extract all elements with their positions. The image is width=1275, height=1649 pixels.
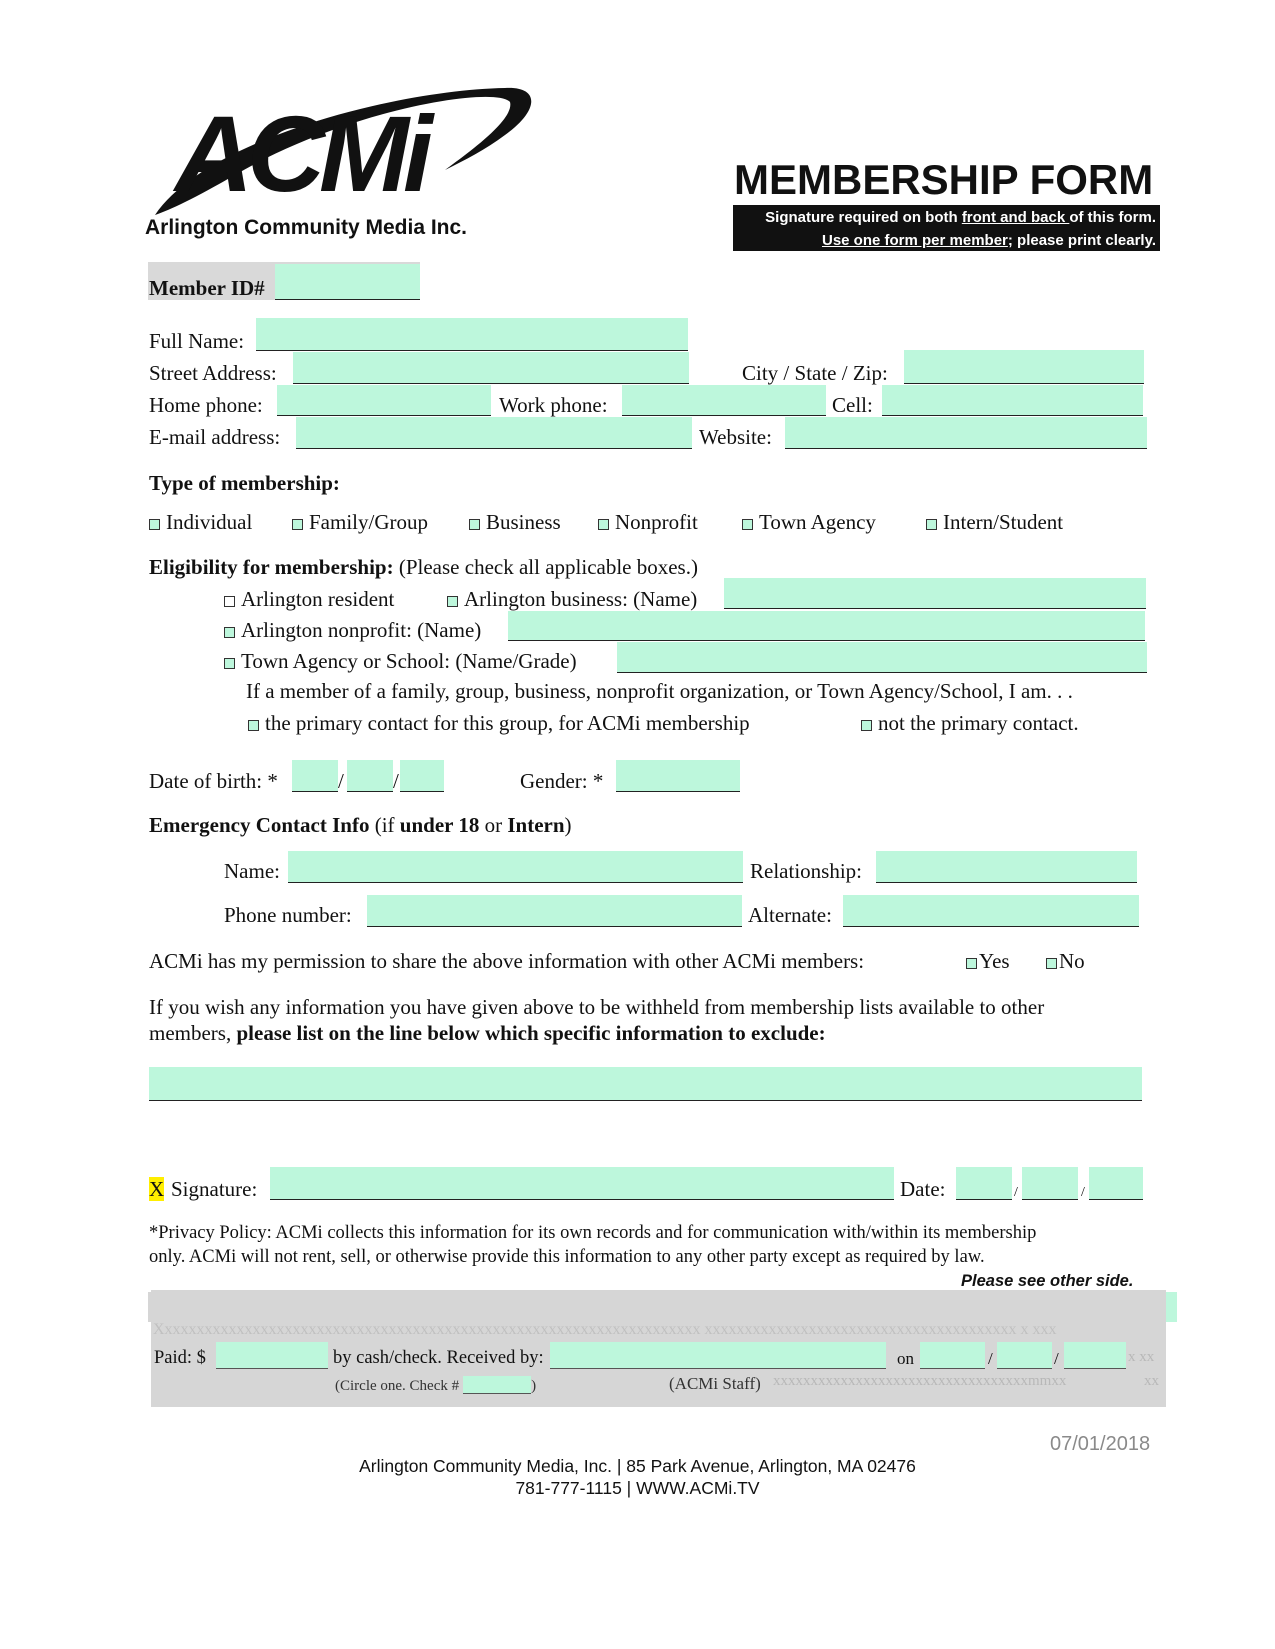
checkbox-icon[interactable] <box>861 720 872 731</box>
membership-type-heading: Type of membership: <box>149 471 340 495</box>
checkbox-icon[interactable] <box>966 958 977 969</box>
withhold-text-line2: members, please list on the line below which specific information to exclude: <box>149 1021 826 1045</box>
member-id-field[interactable] <box>275 264 420 300</box>
checkbox-icon[interactable] <box>224 658 235 669</box>
office-date-day-field[interactable] <box>997 1342 1052 1369</box>
if-member-text: If a member of a family, group, business, nonprofit organization, or Town Agency/School, I am. . . <box>246 679 1073 703</box>
website-label: Website: <box>699 425 772 449</box>
header-note-2: Use one form per member; please print clearly. <box>733 230 1160 251</box>
on-label: on <box>897 1349 914 1368</box>
emergency-phone-field[interactable] <box>367 895 742 927</box>
cell-label: Cell: <box>832 393 873 417</box>
eligibility-arlington-business[interactable]: Arlington business: (Name) <box>447 587 697 611</box>
membership-option-family-group[interactable]: Family/Group <box>292 510 428 534</box>
work-phone-field[interactable] <box>622 385 826 416</box>
privacy-line2: only. ACMi will not rent, sell, or otherwise provide this information to any other party except as required by law. <box>149 1247 985 1267</box>
office-date-month-field[interactable] <box>920 1342 985 1369</box>
signature-x-marker: X <box>149 1177 165 1201</box>
permission-no-option[interactable]: No <box>1046 949 1085 973</box>
header-note-1: Signature required on both front and back of this form. <box>733 205 1160 230</box>
form-title: MEMBERSHIP FORM <box>734 156 1154 203</box>
emergency-name-label: Name: <box>224 859 280 883</box>
office-xfill-2: xxxxxxxxxxxxxxxxxxxxxxxxxxxxxxxxxxmmxx <box>773 1373 1067 1389</box>
full-name-field[interactable] <box>256 318 688 351</box>
membership-option-nonprofit[interactable]: Nonprofit <box>598 510 698 534</box>
checkbox-icon[interactable] <box>149 519 160 530</box>
business-name-field[interactable] <box>724 578 1146 609</box>
checkbox-icon[interactable] <box>224 627 235 638</box>
emergency-name-field[interactable] <box>288 851 743 883</box>
primary-contact-option[interactable]: the primary contact for this group, for ACMi membership <box>248 711 750 735</box>
street-address-field[interactable] <box>293 352 689 384</box>
acmi-staff-note: (ACMi Staff) <box>669 1374 761 1393</box>
paid-label: Paid: $ <box>154 1348 206 1368</box>
dob-day-field[interactable] <box>347 760 393 792</box>
city-state-zip-label: City / State / Zip: <box>742 361 888 385</box>
footer-phone-web: 781-777-1115 | WWW.ACMi.TV <box>515 1478 760 1498</box>
street-address-label: Street Address: <box>149 361 277 385</box>
dob-slash-2: / <box>393 769 399 793</box>
gender-label: Gender: * <box>520 769 604 793</box>
alternate-phone-field[interactable] <box>843 895 1139 927</box>
see-other-side-note: Please see other side. <box>961 1272 1134 1290</box>
sign-date-slash-2: / <box>1081 1185 1085 1200</box>
emergency-phone-label: Phone number: <box>224 903 352 927</box>
checkbox-icon[interactable] <box>742 519 753 530</box>
sign-date-day-field[interactable] <box>1022 1167 1078 1200</box>
cell-field[interactable] <box>882 385 1143 416</box>
work-phone-label: Work phone: <box>499 393 608 417</box>
relationship-label: Relationship: <box>750 859 862 883</box>
office-xfill-1: Xxxxxxxxxxxxxxxxxxxxxxxxxxxxxxxxxxxxxxxxxxxxxxxxxxxxxxxxxxxxxxxxxxxx xxxxxxxxxxxxxxxxxxxxxxxxxxxxxxxxxxxxxxx x xxx <box>153 1321 1057 1338</box>
signature-label: Signature: <box>171 1177 258 1201</box>
logo-wordmark: ACMi <box>175 93 427 214</box>
date-label: Date: <box>900 1177 946 1201</box>
office-date-slash-2: / <box>1054 1349 1059 1368</box>
eligibility-arlington-resident[interactable]: Arlington resident <box>224 587 394 611</box>
sign-date-month-field[interactable] <box>956 1167 1012 1200</box>
withhold-text-line1: If you wish any information you have given above to be withheld from membership lists available to other <box>149 995 1045 1019</box>
dob-year-field[interactable] <box>400 760 444 792</box>
footer-address: Arlington Community Media, Inc. | 85 Park Avenue, Arlington, MA 02476 <box>359 1456 916 1476</box>
dob-label: Date of birth: * <box>149 769 278 793</box>
city-state-zip-field[interactable] <box>904 350 1144 384</box>
home-phone-field[interactable] <box>277 385 491 416</box>
home-phone-label: Home phone: <box>149 393 263 417</box>
office-xfill-3: x xx <box>1128 1349 1155 1365</box>
membership-option-individual[interactable]: Individual <box>149 510 252 534</box>
checkbox-icon[interactable] <box>469 519 480 530</box>
check-number-field[interactable] <box>463 1376 531 1394</box>
exclude-info-field[interactable] <box>149 1067 1142 1101</box>
checkbox-icon[interactable] <box>248 720 259 731</box>
logo-org-name: Arlington Community Media Inc. <box>145 216 468 239</box>
not-primary-contact-option[interactable]: not the primary contact. <box>861 711 1079 735</box>
full-name-label: Full Name: <box>149 329 245 353</box>
paid-amount-field[interactable] <box>216 1342 328 1369</box>
permission-text: ACMi has my permission to share the above information with other ACMi members: <box>149 949 865 973</box>
nonprofit-name-field[interactable] <box>508 611 1145 641</box>
by-cash-check-label: by cash/check. Received by: <box>333 1348 544 1368</box>
acmi-logo <box>145 80 545 255</box>
checkbox-icon[interactable] <box>598 519 609 530</box>
signature-field[interactable] <box>270 1167 894 1200</box>
circle-one-note: (Circle one. Check # ) <box>335 1378 537 1394</box>
gender-field[interactable] <box>616 760 740 792</box>
checkbox-icon[interactable] <box>1046 958 1057 969</box>
membership-option-intern-student[interactable]: Intern/Student <box>926 510 1063 534</box>
eligibility-heading: Eligibility for membership: (Please check all applicable boxes.) <box>149 555 698 579</box>
eligibility-town-agency-school[interactable]: Town Agency or School: (Name/Grade) <box>224 649 577 673</box>
sign-date-slash-1: / <box>1014 1185 1018 1200</box>
checkbox-icon[interactable] <box>926 519 937 530</box>
membership-option-business[interactable]: Business <box>469 510 561 534</box>
sign-date-year-field[interactable] <box>1089 1167 1143 1200</box>
received-by-field[interactable] <box>550 1342 886 1369</box>
email-label: E-mail address: <box>149 425 281 449</box>
member-id-label: Member ID# <box>149 276 265 300</box>
office-date-year-field[interactable] <box>1064 1342 1126 1369</box>
dob-slash-1: / <box>338 769 344 793</box>
eligibility-arlington-nonprofit[interactable]: Arlington nonprofit: (Name) <box>224 618 481 642</box>
relationship-field[interactable] <box>876 851 1137 883</box>
website-field[interactable] <box>785 417 1147 449</box>
office-date-slash-1: / <box>988 1349 993 1368</box>
agency-name-field[interactable] <box>617 642 1147 673</box>
office-xfill-4: xx <box>1144 1373 1159 1389</box>
email-field[interactable] <box>296 417 692 449</box>
checkbox-icon[interactable] <box>447 596 458 607</box>
revision-date: 07/01/2018 <box>1050 1433 1151 1455</box>
alternate-label: Alternate: <box>748 903 832 927</box>
privacy-line1: *Privacy Policy: ACMi collects this information for its own records and for communication with/within its membership <box>149 1223 1037 1243</box>
checkbox-icon[interactable] <box>292 519 303 530</box>
checkbox-icon[interactable] <box>224 596 235 607</box>
permission-yes-option[interactable]: Yes <box>966 949 1010 973</box>
emergency-heading: Emergency Contact Info (if under 18 or Intern) <box>149 813 572 837</box>
dob-month-field[interactable] <box>292 760 338 792</box>
membership-option-town-agency[interactable]: Town Agency <box>742 510 876 534</box>
